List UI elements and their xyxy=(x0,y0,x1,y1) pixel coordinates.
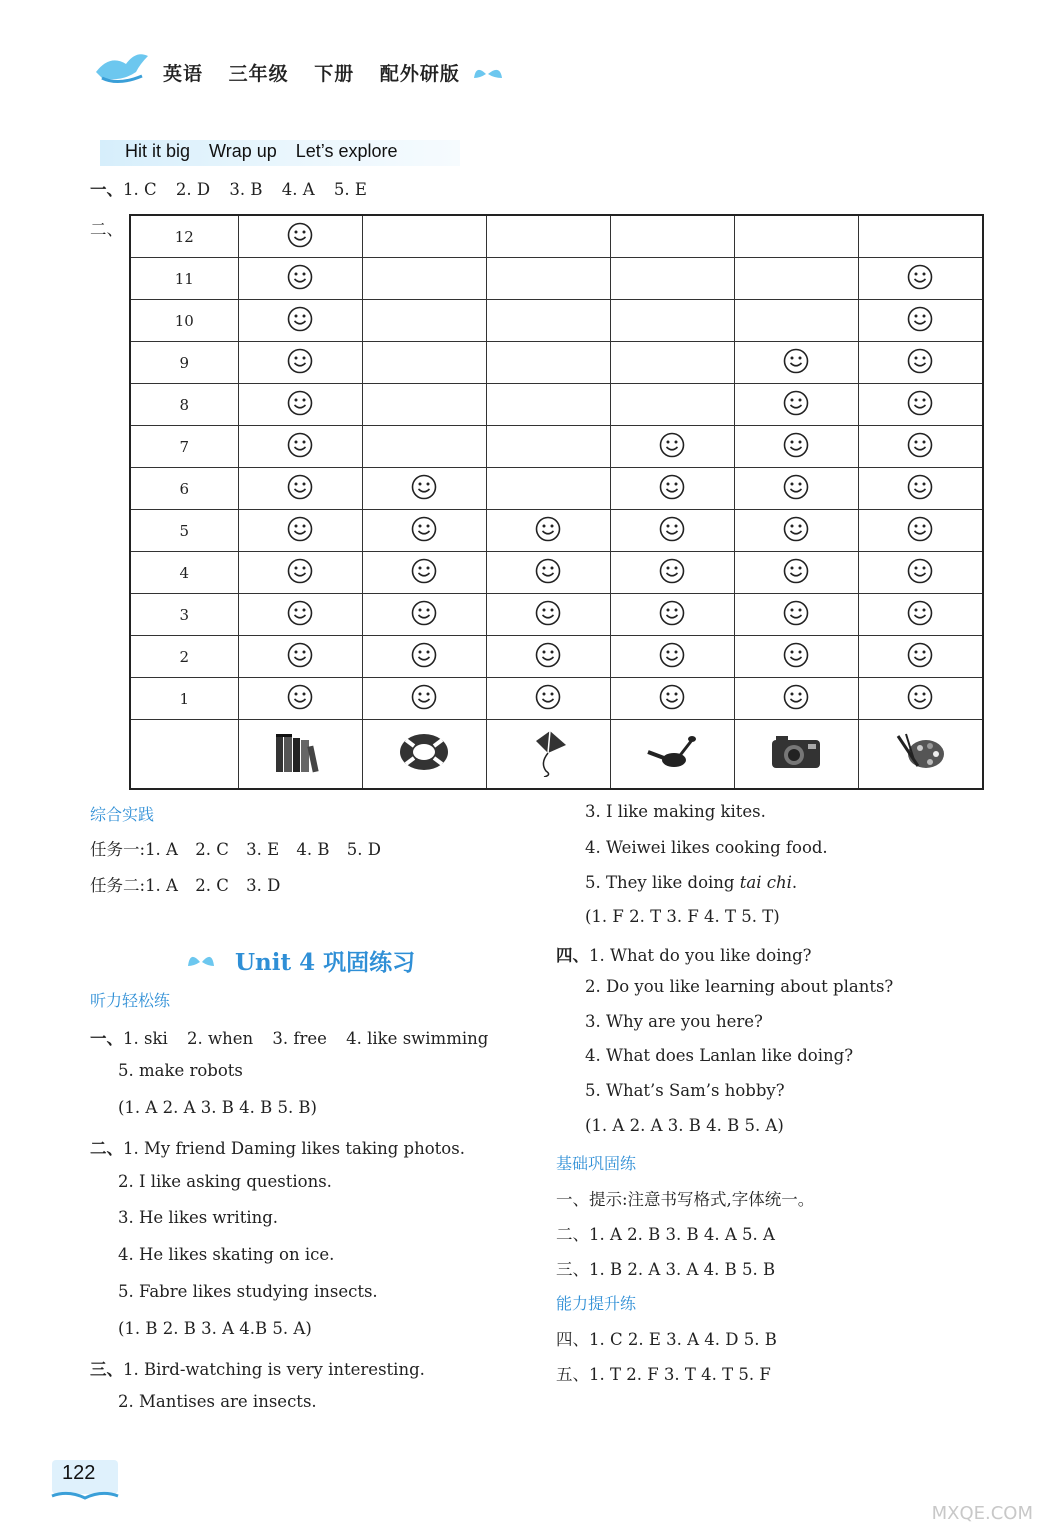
listening-q3-2: 2. Mantises are insects. xyxy=(118,1392,317,1411)
smiley-icon xyxy=(411,653,437,672)
chart-cell xyxy=(858,552,983,594)
chart-cell xyxy=(362,426,486,468)
chart-row-label: 3 xyxy=(130,594,238,636)
listening-q1-line2: 5. make robots xyxy=(118,1061,243,1080)
chart-cell xyxy=(610,300,734,342)
listening-q1-line1: 一、1. ski 2. when 3. free 4. like swimming xyxy=(90,1029,489,1048)
smiley-icon xyxy=(535,611,561,630)
smiley-icon xyxy=(783,653,809,672)
chart-row xyxy=(130,426,983,468)
chart-cell xyxy=(486,594,610,636)
smiley-icon xyxy=(907,317,933,336)
bird-logo-icon xyxy=(92,46,152,86)
chart-row xyxy=(130,678,983,720)
chart-row-label: 11 xyxy=(130,258,238,300)
smiley-icon xyxy=(907,485,933,504)
smiley-icon xyxy=(907,695,933,714)
chart-row xyxy=(130,384,983,426)
chart-row-label: 8 xyxy=(130,384,238,426)
smiley-icon xyxy=(907,611,933,630)
listening-q1-answers: (1. A 2. A 3. B 4. B 5. B) xyxy=(118,1098,317,1117)
listening-q2-answers: (1. B 2. B 3. A 4.B 5. A) xyxy=(118,1319,312,1338)
listening-q2-5: 5. Fabre likes studying insects. xyxy=(118,1282,378,1301)
painting-icon xyxy=(858,720,983,790)
chart-cell xyxy=(734,468,858,510)
smiley-icon xyxy=(535,527,561,546)
chart-row-label: 6 xyxy=(130,468,238,510)
basic-title: 基础巩固练 xyxy=(556,1154,637,1173)
chart-cell xyxy=(362,342,486,384)
chart-cell xyxy=(362,510,486,552)
chart-cell xyxy=(238,510,362,552)
chart-cell xyxy=(858,300,983,342)
chart-row-label: 10 xyxy=(130,300,238,342)
header-title xyxy=(163,59,460,86)
chart-cell xyxy=(238,468,362,510)
chart-row-label: 5 xyxy=(130,510,238,552)
smiley-icon xyxy=(287,233,313,252)
header-subject: 英语 xyxy=(163,63,204,85)
chart-cell xyxy=(362,215,486,258)
chart-row-label: 12 xyxy=(130,215,238,258)
chart-cell xyxy=(362,468,486,510)
listening-q2-3: 3. He likes writing. xyxy=(118,1208,279,1227)
chart-cell xyxy=(734,384,858,426)
chart-corner-cell xyxy=(130,720,238,790)
chart-cell xyxy=(362,552,486,594)
smiley-icon xyxy=(411,569,437,588)
chart-cell xyxy=(734,510,858,552)
chart-cell xyxy=(858,426,983,468)
smiley-icon xyxy=(659,443,685,462)
chart-cell xyxy=(486,300,610,342)
chart-cell xyxy=(734,594,858,636)
smiley-icon xyxy=(287,317,313,336)
tab-wrap-up: Wrap up xyxy=(209,141,277,161)
chart-cell xyxy=(734,215,858,258)
smiley-icon xyxy=(907,401,933,420)
listening-q2-1: 二、1. My friend Daming likes taking photos. xyxy=(90,1139,465,1158)
chart-cell xyxy=(858,594,983,636)
ability-line5: 五、1. T 2. F 3. T 4. T 5. F xyxy=(556,1365,771,1384)
smiley-icon xyxy=(783,485,809,504)
basic-line3: 三、1. B 2. A 3. A 4. B 5. B xyxy=(556,1260,776,1279)
page-number: 122 xyxy=(62,1462,96,1484)
chart-cell xyxy=(486,468,610,510)
listening-q4-1: 四、1. What do you like doing? xyxy=(556,946,812,965)
chart-cell xyxy=(486,258,610,300)
kite-icon xyxy=(486,720,610,790)
tab-lets-explore: Let’s explore xyxy=(295,141,398,161)
task2-answers: 任务二:1. A 2. C 3. D xyxy=(90,876,281,895)
smiley-icon xyxy=(411,695,437,714)
watermark: MXQE.COM xyxy=(931,1503,1033,1524)
chart-cell xyxy=(362,636,486,678)
chart-row-label: 4 xyxy=(130,552,238,594)
chart-cell xyxy=(362,594,486,636)
leaf-icon xyxy=(472,62,504,82)
smiley-icon xyxy=(411,485,437,504)
tab-hit-it-big: Hit it big xyxy=(125,141,191,161)
listening-q3-answers: (1. F 2. T 3. F 4. T 5. T) xyxy=(585,907,780,926)
chart-row xyxy=(130,468,983,510)
chart-cell xyxy=(238,678,362,720)
listening-q3-1: 三、1. Bird-watching is very interesting. xyxy=(90,1360,425,1379)
chart-cell xyxy=(238,342,362,384)
chart-cell xyxy=(858,468,983,510)
smiley-icon xyxy=(287,443,313,462)
chart-cell xyxy=(238,636,362,678)
smiley-icon xyxy=(287,359,313,378)
chart-cell xyxy=(238,552,362,594)
chart-cell xyxy=(486,215,610,258)
listening-q4-4: 4. What does Lanlan like doing? xyxy=(585,1046,854,1065)
smiley-icon xyxy=(783,359,809,378)
ability-line4: 四、1. C 2. E 3. A 4. D 5. B xyxy=(556,1330,777,1349)
smiley-icon xyxy=(907,359,933,378)
smiley-icon xyxy=(287,653,313,672)
cooking-pan-icon xyxy=(610,720,734,790)
part2-label: 二、 xyxy=(90,220,123,239)
smiley-icon xyxy=(907,653,933,672)
chart-cell xyxy=(610,426,734,468)
smiley-icon xyxy=(783,611,809,630)
smiley-icon xyxy=(783,443,809,462)
chart-cell xyxy=(238,384,362,426)
smiley-icon xyxy=(783,569,809,588)
chart-row xyxy=(130,552,983,594)
section-tabs xyxy=(125,141,398,162)
smiley-icon xyxy=(287,275,313,294)
listening-q4-2: 2. Do you like learning about plants? xyxy=(585,977,894,996)
smiley-icon xyxy=(907,569,933,588)
hobby-chart xyxy=(129,214,984,790)
header-volume: 下册 xyxy=(314,63,355,85)
chart-row-label: 9 xyxy=(130,342,238,384)
chart-row xyxy=(130,300,983,342)
chart-row xyxy=(130,215,983,258)
smiley-icon xyxy=(659,485,685,504)
chart-row xyxy=(130,594,983,636)
smiley-icon xyxy=(535,653,561,672)
chart-cell xyxy=(734,636,858,678)
chart-cell xyxy=(610,384,734,426)
chart-icon-row xyxy=(130,720,983,790)
chart-cell xyxy=(858,678,983,720)
chart-cell xyxy=(486,384,610,426)
swim-ring-icon xyxy=(362,720,486,790)
chart-cell xyxy=(486,342,610,384)
smiley-icon xyxy=(411,611,437,630)
chart-cell xyxy=(362,258,486,300)
chart-row-label: 2 xyxy=(130,636,238,678)
listening-q4-5: 5. What’s Sam’s hobby? xyxy=(585,1081,785,1100)
chart-row xyxy=(130,258,983,300)
smiley-icon xyxy=(783,527,809,546)
listening-q3-4: 4. Weiwei likes cooking food. xyxy=(585,838,828,857)
smiley-icon xyxy=(535,569,561,588)
unit-leaf-icon xyxy=(186,948,216,970)
books-icon xyxy=(238,720,362,790)
listening-q4-answers: (1. A 2. A 3. B 4. B 5. A) xyxy=(585,1116,784,1135)
basic-line2: 二、1. A 2. B 3. B 4. A 5. A xyxy=(556,1225,775,1244)
chart-cell xyxy=(362,678,486,720)
chart-cell xyxy=(858,342,983,384)
chart-row xyxy=(130,510,983,552)
chart-cell xyxy=(858,510,983,552)
smiley-icon xyxy=(287,611,313,630)
chart-cell xyxy=(610,594,734,636)
header-grade: 三年级 xyxy=(228,63,289,85)
task1-answers: 任务一:1. A 2. C 3. E 4. B 5. D xyxy=(90,840,381,859)
smiley-icon xyxy=(535,695,561,714)
smiley-icon xyxy=(783,695,809,714)
smiley-icon xyxy=(287,569,313,588)
listening-q4-3: 3. Why are you here? xyxy=(585,1012,763,1031)
listening-q2-4: 4. He likes skating on ice. xyxy=(118,1245,335,1264)
chart-cell xyxy=(734,300,858,342)
chart-cell xyxy=(610,678,734,720)
smiley-icon xyxy=(783,401,809,420)
header-edition: 配外研版 xyxy=(379,63,460,85)
chart-cell xyxy=(734,426,858,468)
chart-cell xyxy=(858,636,983,678)
chart-cell xyxy=(858,258,983,300)
ability-title: 能力提升练 xyxy=(556,1294,637,1313)
smiley-icon xyxy=(411,527,437,546)
listening-q3-3: 3. I like making kites. xyxy=(585,802,766,821)
listening-title: 听力轻松练 xyxy=(90,991,171,1010)
chart-cell xyxy=(238,426,362,468)
chart-cell xyxy=(610,510,734,552)
chart-row-label: 1 xyxy=(130,678,238,720)
chart-cell xyxy=(610,258,734,300)
chart-cell xyxy=(858,215,983,258)
chart-cell xyxy=(238,300,362,342)
smiley-icon xyxy=(907,275,933,294)
smiley-icon xyxy=(659,527,685,546)
chart-cell xyxy=(734,552,858,594)
basic-line1: 一、提示:注意书写格式,字体统一。 xyxy=(556,1190,815,1209)
chart-cell xyxy=(610,215,734,258)
camera-icon xyxy=(734,720,858,790)
chart-cell xyxy=(486,552,610,594)
chart-cell xyxy=(362,384,486,426)
smiley-icon xyxy=(287,401,313,420)
chart-row-label: 7 xyxy=(130,426,238,468)
part1-answers: 一、1. C 2. D 3. B 4. A 5. E xyxy=(90,180,367,199)
chart-row xyxy=(130,342,983,384)
chart-cell xyxy=(734,678,858,720)
chart-cell xyxy=(238,258,362,300)
smiley-icon xyxy=(287,485,313,504)
chart-cell xyxy=(486,636,610,678)
smiley-icon xyxy=(287,695,313,714)
chart-cell xyxy=(610,468,734,510)
practice-title: 综合实践 xyxy=(90,805,155,824)
chart-cell xyxy=(610,342,734,384)
smiley-icon xyxy=(659,653,685,672)
chart-cell xyxy=(238,594,362,636)
chart-cell xyxy=(238,215,362,258)
unit-title: Unit 4 巩固练习 xyxy=(235,949,416,976)
smiley-icon xyxy=(907,527,933,546)
chart-row xyxy=(130,636,983,678)
chart-cell xyxy=(610,636,734,678)
smiley-icon xyxy=(287,527,313,546)
smiley-icon xyxy=(659,569,685,588)
chart-cell xyxy=(610,552,734,594)
chart-cell xyxy=(486,426,610,468)
listening-q3-5: 5. They like doing tai chi. xyxy=(585,873,798,892)
chart-cell xyxy=(486,678,610,720)
chart-cell xyxy=(734,342,858,384)
chart-cell xyxy=(858,384,983,426)
smiley-icon xyxy=(659,695,685,714)
listening-q2-2: 2. I like asking questions. xyxy=(118,1172,332,1191)
smiley-icon xyxy=(659,611,685,630)
smiley-icon xyxy=(907,443,933,462)
chart-cell xyxy=(734,258,858,300)
chart-cell xyxy=(486,510,610,552)
chart-cell xyxy=(362,300,486,342)
